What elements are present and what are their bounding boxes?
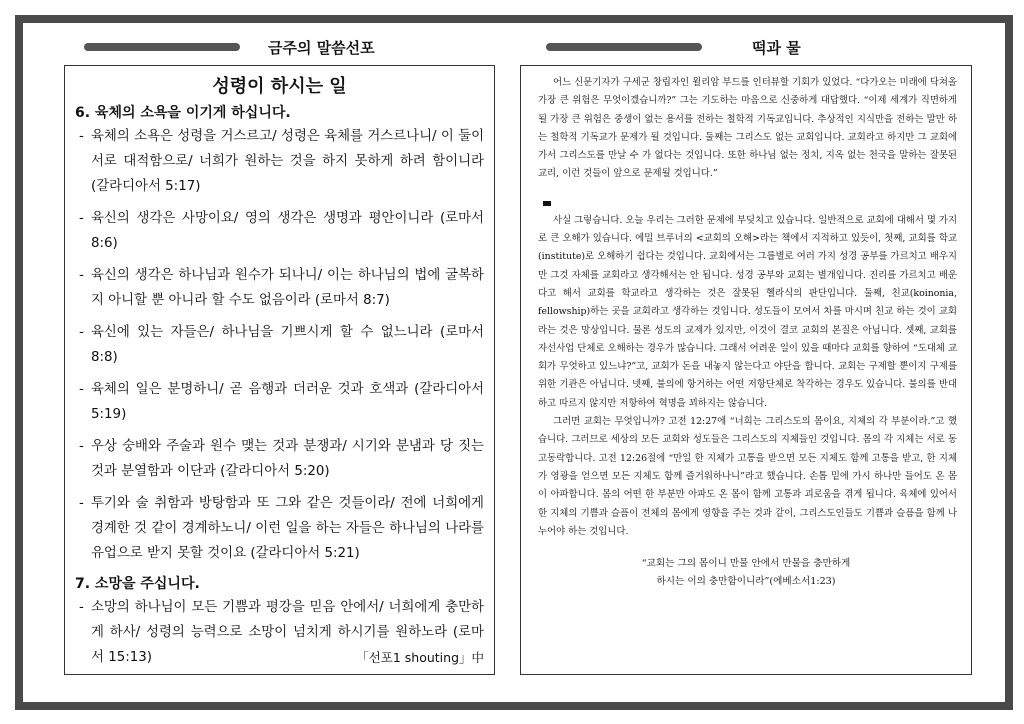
- section-heading: 7. 소망을 주십니다.: [75, 576, 200, 592]
- left-header-bar: [84, 43, 240, 51]
- paragraph: 그러면 교회는 무엇입니까? 고전 12:27에 “너희는 그리스도의 몸이요, 지체의 각 부분이라.”고 했습니다. 그러므로 세상의 모든 교회와 성도들은 그리스도의 지체들인 것입니다. 몸의 각 지체는 서로 동고동락합니다. 고전 12:26절에 “만일 한 지체가 고통을 받으면 모든 지체도 함께 고통을 받고, 한 지체가 영광을 얻으면 모든 지체도 함께 즐거워하나니”라고 했습니다. 손톱 밑에 가시 하나만 들어도 온 몸이 아파합니다. 몸의 어떤 한 부분만 아파도 온 몸이 함께 고통과 괴로움을 겪게 됩니다. 육체에 있어서 한 지체의 기쁨과 슬픔이 전체의 몸에게 영향을 주는 것과 같이, 그리스도인들도 기쁨과 슬픔을 함께 나누어야 하는 것입니다.: [538, 416, 957, 537]
- left-header-title: 금주의 말씀선포: [268, 39, 375, 57]
- column-body-2: [521, 212, 971, 541]
- column-box: [520, 65, 972, 675]
- right-header-title: 떡과 물: [752, 39, 801, 57]
- right-header-bar: [546, 43, 702, 51]
- sermon-box: [64, 65, 495, 675]
- section-marker: [543, 201, 551, 206]
- list-item: - 육신의 생각은 하나님과 원수가 되나니/ 이는 하나님의 법에 굴복하지 아니할 뿐 아니라 할 수도 없음이라 (로마서 8:7): [79, 268, 484, 308]
- list-item: - 육신의 생각은 사망이요/ 영의 생각은 생명과 평안이니라 (로마서 8:6): [79, 211, 484, 251]
- sermon-title: 성령이 하시는 일: [212, 76, 347, 97]
- quote-line: 하시는 이의 충만함이니라”(에베소서1:23): [656, 576, 836, 588]
- list-item: - 육체의 소욕은 성령을 거스르고/ 성령은 육체를 거스르나니/ 이 둘이 서로 대적함으로/ 너희가 원하는 것을 하지 못하게 하려 함이니라 (갈라디아서 5:17): [79, 129, 484, 194]
- paragraph: 어느 신문기자가 구세군 창립자인 윌리암 부드를 인터뷰할 기회가 있었다. “다가오는 미래에 닥쳐올 가장 큰 위험은 무엇이겠습니까?” 그는 기도하는 마음으로 신중하게 대답했다. “이제 세계가 직면하게 될 가장 큰 위험은 중생이 없는 용서를 전하는 철학적 기독교입니다. 추상적인 지식만을 전하는 말만 하는 철학적 기독교가 문제가 될 것입니다. 둘째는 그리스도 없는 교회입니다. 교회라고 하지만 그 교회에 가서 그리스도를 만날 수 가 없다는 것입니다. 또한 하나님 없는 정치, 지옥 없는 천국을 말하는 잘못된 교리, 이런 것들이 앞으로 문제될 것입니다.”: [538, 77, 957, 180]
- scripture-quote: [521, 555, 971, 591]
- quote-line: “교회는 그의 몸이니 만물 안에서 만물을 충만하게: [641, 558, 851, 570]
- list-item: - 육체의 일은 분명하니/ 곧 음행과 더러운 것과 호색과 (갈라디아서 5:19): [79, 382, 484, 422]
- list-item: - 우상 숭배와 주술과 원수 맺는 것과 분쟁과/ 시기와 분냄과 당 짓는 것과 분열함과 이단과 (갈라디아서 5:20): [79, 439, 484, 479]
- section-heading: 6. 육체의 소욕을 이기게 하십니다.: [75, 105, 291, 121]
- paragraph: 사실 그렇습니다. 오늘 우리는 그러한 문제에 부딪치고 있습니다. 일반적으로 교회에 대해서 몇 가지로 큰 오해가 있습니다. 에밀 브루너의 <교회의 오해>라는 책에서 지적하고 있듯이, 첫째, 교회를 학교(institute)로 오해하기 쉽다는 것입니다. 교회에서는 그룹별로 여러 가지 성경 공부를 가르치고 배우지만 그것 자체를 교회라고 생각해서는 안 됩니다. 성경 공부와 교회는 별개입니다. 진리를 가르치고 배운다고 해서 교회를 학교라고 생각하는 것은 잘못된 헬라식의 판단입니다. 둘째, 친교(koinonia, fellowship)하는 곳을 교회라고 생각하는 것입니다. 성도들이 모여서 차를 마시며 친교 하는 것이 교회라는 것은 망상입니다. 물론 성도의 교제가 있지만, 이것이 결코 교회의 본질은 아닙니다. 셋째, 교회를 자선사업 단체로 오해하는 경우가 많습니다. 그래서 어려운 일이 있을 때마다 교회를 향하여 “도대체 교회가 무엇하고 있느냐?”고, 교회가 돈을 내놓지 않는다고 야단을 합니다. 교회는 구제할 뿐이지 구제를 위한 기관은 아닙니다. 넷째, 불의에 항거하는 어떤 저항단체로 착각하는 경우도 있습니다. 불의를 반대하고 따르지 않지만 저항하여 혁명을 꾀하지는 않습니다.: [538, 214, 958, 409]
- column-body: [521, 66, 971, 184]
- source-citation: 「선포1 shouting」中: [356, 650, 484, 665]
- list-item: - 소망의 하나님이 모든 기쁨과 평강을 믿음 안에서/ 너희에게 충만하게 하사/ 성령의 능력으로 소망이 넘치게 하시기를 원하노라 (로마서 15:13): [79, 600, 484, 665]
- list-item: - 육신에 있는 자들은/ 하나님을 기쁘시게 할 수 없느니라 (로마서 8:8): [79, 325, 484, 365]
- list-item: - 투기와 술 취함과 방탕함과 또 그와 같은 것들이라/ 전에 너희에게 경계한 것 같이 경계하노니/ 이런 일을 하는 자들은 하나님의 나라를 유업으로 받지 못할 것이요 (갈라디아서 5:21): [79, 496, 484, 561]
